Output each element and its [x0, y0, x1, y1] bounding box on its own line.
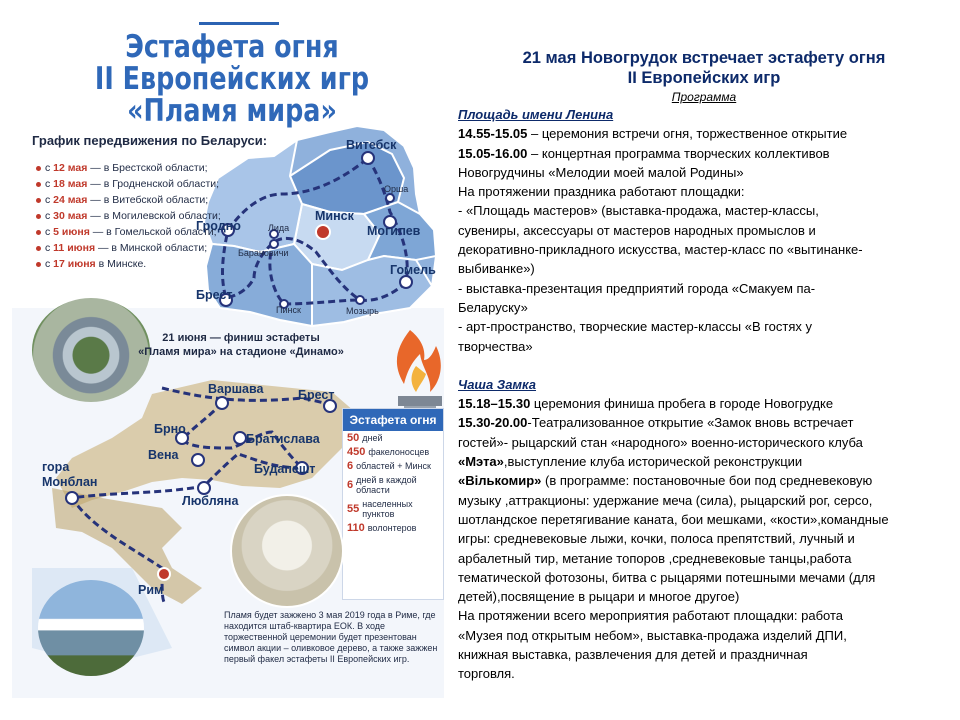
- program-line: творчества»: [458, 338, 533, 354]
- program-line: арбалетный тир, метание топоров ,средневековые танцы,работа: [458, 550, 852, 566]
- program-title-line1: 21 мая Новогрудок встречает эстафету огня: [522, 49, 886, 67]
- schedule-prefix: с: [45, 178, 51, 190]
- program-line: сувениры, аксессуары от мастеров народных промыслов и: [458, 222, 816, 238]
- stat-label: дней: [362, 433, 383, 443]
- program-line: тематической фотозоны, битва с рыцарями потешными мечами (для: [458, 569, 876, 585]
- schedule-text: — в Гомельской области;: [92, 226, 217, 238]
- program-line: [458, 394, 950, 413]
- event-description: -Театрализованное открытие «Замок вновь встречает: [527, 415, 854, 431]
- section-castle-bowl-title: Чаша Замка: [458, 376, 537, 392]
- schedule-date: 17 июня: [53, 258, 96, 270]
- stat-label: дней в каждой области: [356, 475, 417, 495]
- bullet-icon: [36, 182, 41, 187]
- schedule-date: 18 мая: [53, 178, 88, 190]
- schedule-prefix: с: [45, 242, 51, 254]
- city-mont-line1: гора: [42, 460, 70, 474]
- stat-item: [343, 473, 443, 497]
- schedule-prefix: с: [45, 226, 51, 238]
- schedule-date: 30 мая: [53, 210, 88, 222]
- finish-line2: «Пламя мира» на стадионе «Динамо»: [138, 346, 344, 358]
- schedule-heading: График передвижения по Беларуси:: [32, 133, 268, 148]
- city-bratislava: Братислава: [246, 432, 320, 446]
- event-description: ,выступление клуба исторической реконструкции: [503, 454, 803, 470]
- schedule-text: — в Гродненской области;: [90, 178, 220, 190]
- bullet-icon: [36, 166, 41, 171]
- schedule-item: [36, 176, 221, 192]
- event-description: (в программе: постановочные бои под средневековую: [541, 473, 873, 489]
- stats-items: [343, 431, 443, 535]
- city-pinsk: Пинск: [276, 305, 301, 315]
- stat-number: 110: [347, 522, 365, 534]
- stat-number: 6: [347, 460, 354, 472]
- stat-label: областей + Минск: [356, 461, 431, 471]
- program-text: [458, 48, 950, 684]
- program-line: - «Площадь мастеров» (выставка-продажа, мастер-классы,: [458, 203, 819, 219]
- time-slot: 14.55-15.05: [458, 126, 528, 142]
- schedule-item: [36, 160, 221, 176]
- city-minsk: Минск: [315, 209, 354, 223]
- bullet-icon: [36, 198, 41, 203]
- program-line: книжная выставка, развлечения для детей и праздничная: [458, 647, 808, 663]
- club-name: «Мэта»: [458, 454, 504, 470]
- stats-heading: Эстафета огня: [343, 409, 443, 431]
- schedule-item: [36, 256, 221, 272]
- schedule-text: — в Брестской области;: [90, 162, 208, 174]
- infographic-title-line3: «Пламя мира»: [127, 93, 337, 129]
- bullet-icon: [36, 230, 41, 235]
- program-line: [458, 413, 950, 432]
- city-vitebsk: Витебск: [346, 138, 397, 152]
- section-spacer: [458, 356, 950, 375]
- city-mont-line2: Монблан: [42, 475, 98, 489]
- city-orsha: Орша: [384, 184, 409, 194]
- bullet-icon: [36, 246, 41, 251]
- schedule-item: [36, 240, 221, 256]
- finish-line1: 21 июня — финиш эстафеты: [162, 332, 320, 344]
- city-gomel: Гомель: [390, 263, 436, 277]
- program-line: детей),посвящение в рыцари и многое другое): [458, 589, 740, 605]
- program-line: Новогрудчины «Мелодии моей малой Родины»: [458, 164, 744, 180]
- schedule-prefix: с: [45, 258, 51, 270]
- finish-note: [136, 331, 346, 359]
- city-brno: Брно: [154, 422, 186, 436]
- schedule-text: — в Витебской области;: [90, 194, 209, 206]
- city-warsaw: Варшава: [208, 382, 264, 396]
- stadium-photo: [32, 298, 150, 402]
- city-lida: Лида: [268, 223, 290, 233]
- program-line: Беларуску»: [458, 299, 528, 315]
- schedule-item: [36, 208, 221, 224]
- stat-label: волонтеров: [367, 523, 417, 533]
- schedule-prefix: с: [45, 162, 51, 174]
- schedule-prefix: с: [45, 194, 51, 206]
- olive-tree-photo: [230, 494, 344, 608]
- program-line: гостей»- рыцарский стан «народного» военно-исторического клуба: [458, 434, 863, 450]
- club-name: «Вількомир»: [458, 473, 542, 489]
- infographic-title-line2: II Европейских игр: [94, 61, 370, 97]
- program-line: На протяжении всего мероприятия работают площадки: работа: [458, 608, 844, 624]
- city-baranovichi: Барановичи: [238, 248, 289, 258]
- program-line: выбиванке»): [458, 261, 535, 277]
- mountain-photo: [38, 580, 144, 676]
- stat-number: 6: [347, 479, 354, 491]
- program-line: декоративно-прикладного искусства, мастер-класс по «вытинанке-: [458, 242, 863, 258]
- section-lenin-square-title: Площадь имени Ленина: [458, 107, 614, 122]
- time-slot: 15.30-20.00: [458, 415, 528, 431]
- program-line: На протяжении праздника работают площадки:: [458, 184, 745, 200]
- bullet-icon: [36, 214, 41, 219]
- title-rule: [199, 22, 279, 25]
- schedule-date: 11 июня: [53, 242, 96, 254]
- city-mozyr: Мозырь: [346, 306, 379, 316]
- stat-number: 450: [347, 446, 366, 458]
- schedule-item: [36, 192, 221, 208]
- program-line: - арт-пространство, творческие мастер-классы «В гостях у: [458, 319, 813, 335]
- event-description: – церемония встречи огня, торжественное открытие: [527, 126, 848, 142]
- city-grodno: Гродно: [196, 219, 241, 233]
- stat-item: [343, 497, 443, 521]
- program-title-line2: II Европейских игр: [627, 69, 781, 87]
- event-description: – концертная программа творческих коллективов: [527, 145, 830, 161]
- schedule-text: в Минске.: [98, 258, 147, 270]
- city-brest-by: Брест: [196, 288, 233, 302]
- program-line: - выставка-презентация предприятий города «Смакуем па-: [458, 280, 816, 296]
- city-mogilev: Могилев: [367, 224, 421, 238]
- schedule-date: 12 мая: [53, 162, 88, 174]
- program-line: шотландское перетягивание каната, бои мешками, «кости»,командные: [458, 511, 889, 527]
- city-rome: Рим: [138, 583, 164, 597]
- schedule-text: — в Могилевской области;: [90, 210, 221, 222]
- relay-infographic: [12, 8, 444, 698]
- program-subtitle: Программа: [671, 90, 737, 104]
- stat-label: факелоносцев: [368, 447, 430, 457]
- city-vienna: Вена: [148, 448, 179, 462]
- city-ljubljana: Любляна: [182, 494, 239, 508]
- infographic-caption: Пламя будет зажжено 3 мая 2019 года в Риме, где находится штаб-квартира ЕОК. В ходе торжественной церемонии будет презентован символ акции – оливковое дерево, а также зажжен первый факел эстафеты II Европейских игр.: [224, 610, 438, 664]
- infographic-title-line1: Эстафета огня: [125, 29, 339, 65]
- program-line: [458, 124, 950, 143]
- bullet-icon: [36, 262, 41, 267]
- schedule-date: 24 мая: [53, 194, 88, 206]
- stat-label: населенных пунктов: [362, 499, 413, 519]
- time-slot: 15.05-16.00: [458, 145, 528, 161]
- city-brest-eu: Брест: [298, 388, 335, 402]
- schedule-text: — в Минской области;: [98, 242, 208, 254]
- schedule-prefix: с: [45, 210, 51, 222]
- stat-number: 50: [347, 432, 360, 444]
- time-slot: 15.18–15.30: [458, 396, 531, 412]
- program-line: [458, 144, 950, 163]
- event-description: церемония финиша пробега в городе Новогрудке: [530, 396, 834, 412]
- stat-item: [343, 459, 443, 473]
- stats-box: [342, 408, 444, 600]
- program-line: «Музея под открытым небом», выставка-продажа изделий ДПИ,: [458, 627, 847, 643]
- city-budapest: Будапешт: [254, 462, 316, 476]
- program-line: торговля.: [458, 666, 515, 682]
- program-line: музыку ,аттракционы: удержание меча (сила), рыцарский рог, серсо,: [458, 492, 873, 508]
- stat-item: [343, 521, 443, 535]
- program-line: [458, 452, 950, 471]
- schedule-list: [36, 160, 221, 272]
- schedule-date: 5 июня: [53, 226, 90, 238]
- stat-item: [343, 431, 443, 445]
- schedule-item: [36, 224, 221, 240]
- stat-item: [343, 445, 443, 459]
- program-line: [458, 471, 950, 490]
- stat-number: 55: [347, 503, 360, 515]
- program-line: игры: средневековые лыжи, кочки, полоса препятствий, лучный и: [458, 531, 855, 547]
